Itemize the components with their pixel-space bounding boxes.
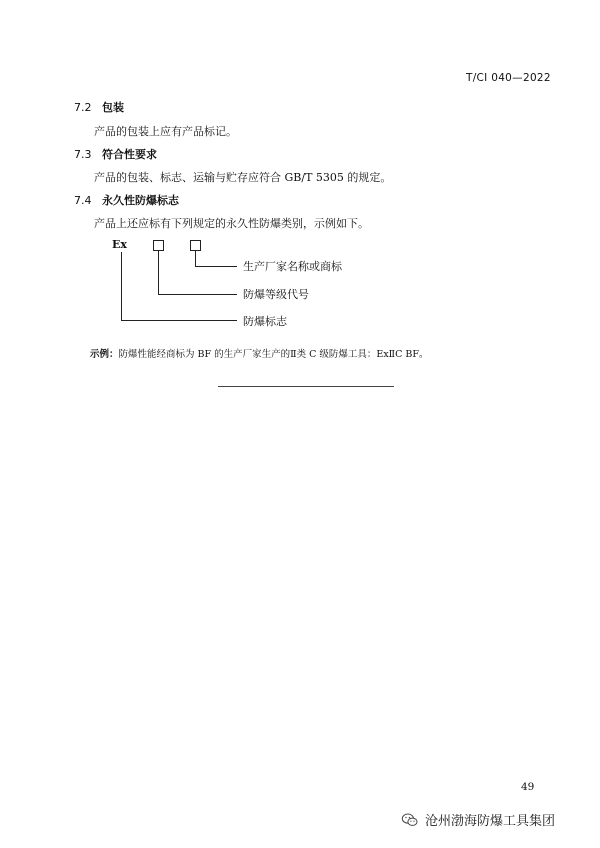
example-note <box>90 346 429 360</box>
wechat-icon <box>401 813 419 827</box>
manufacturer-box <box>190 240 201 251</box>
example-label: 示例： <box>90 349 119 360</box>
grade-code-box <box>153 240 164 251</box>
connector-ex-horizontal <box>121 320 237 321</box>
section-title: 永久性防爆标志 <box>102 194 179 207</box>
section-title: 符合性要求 <box>102 148 157 161</box>
section-title: 包装 <box>102 101 124 114</box>
connector-grade-horizontal <box>158 294 237 295</box>
page-number: 49 <box>521 781 535 793</box>
connector-grade-vertical <box>158 251 159 295</box>
ex-prefix: Ex <box>112 238 127 251</box>
section-7-3-heading <box>74 146 157 162</box>
section-7-4-heading <box>74 192 179 208</box>
label-grade-code: 防爆等级代号 <box>243 288 309 301</box>
connector-ex-vertical <box>121 252 122 321</box>
watermark <box>401 810 555 829</box>
section-7-2-heading <box>74 99 124 115</box>
section-7-4-body: 产品上还应标有下列规定的永久性防爆类别，示例如下。 <box>94 217 369 230</box>
section-7-3-body: 产品的包装、标志、运输与贮存应符合 GB/T 5305 的规定。 <box>94 171 392 184</box>
label-ex-mark: 防爆标志 <box>243 315 287 328</box>
document-code: T/CI 040—2022 <box>466 72 551 84</box>
section-7-2-body: 产品的包装上应有产品标记。 <box>94 125 237 138</box>
connector-manufacturer-vertical <box>195 251 196 267</box>
example-text: 防爆性能经商标为 BF 的生产厂家生产的Ⅱ类 C 级防爆工具：ExⅡC BF。 <box>118 349 429 360</box>
section-number: 7.3 <box>74 148 92 161</box>
section-number: 7.2 <box>74 101 92 114</box>
connector-manufacturer-horizontal <box>195 266 237 267</box>
watermark-text: 沧州渤海防爆工具集团 <box>425 814 556 829</box>
end-rule <box>218 386 394 387</box>
section-number: 7.4 <box>74 194 92 207</box>
label-manufacturer: 生产厂家名称或商标 <box>243 260 342 273</box>
